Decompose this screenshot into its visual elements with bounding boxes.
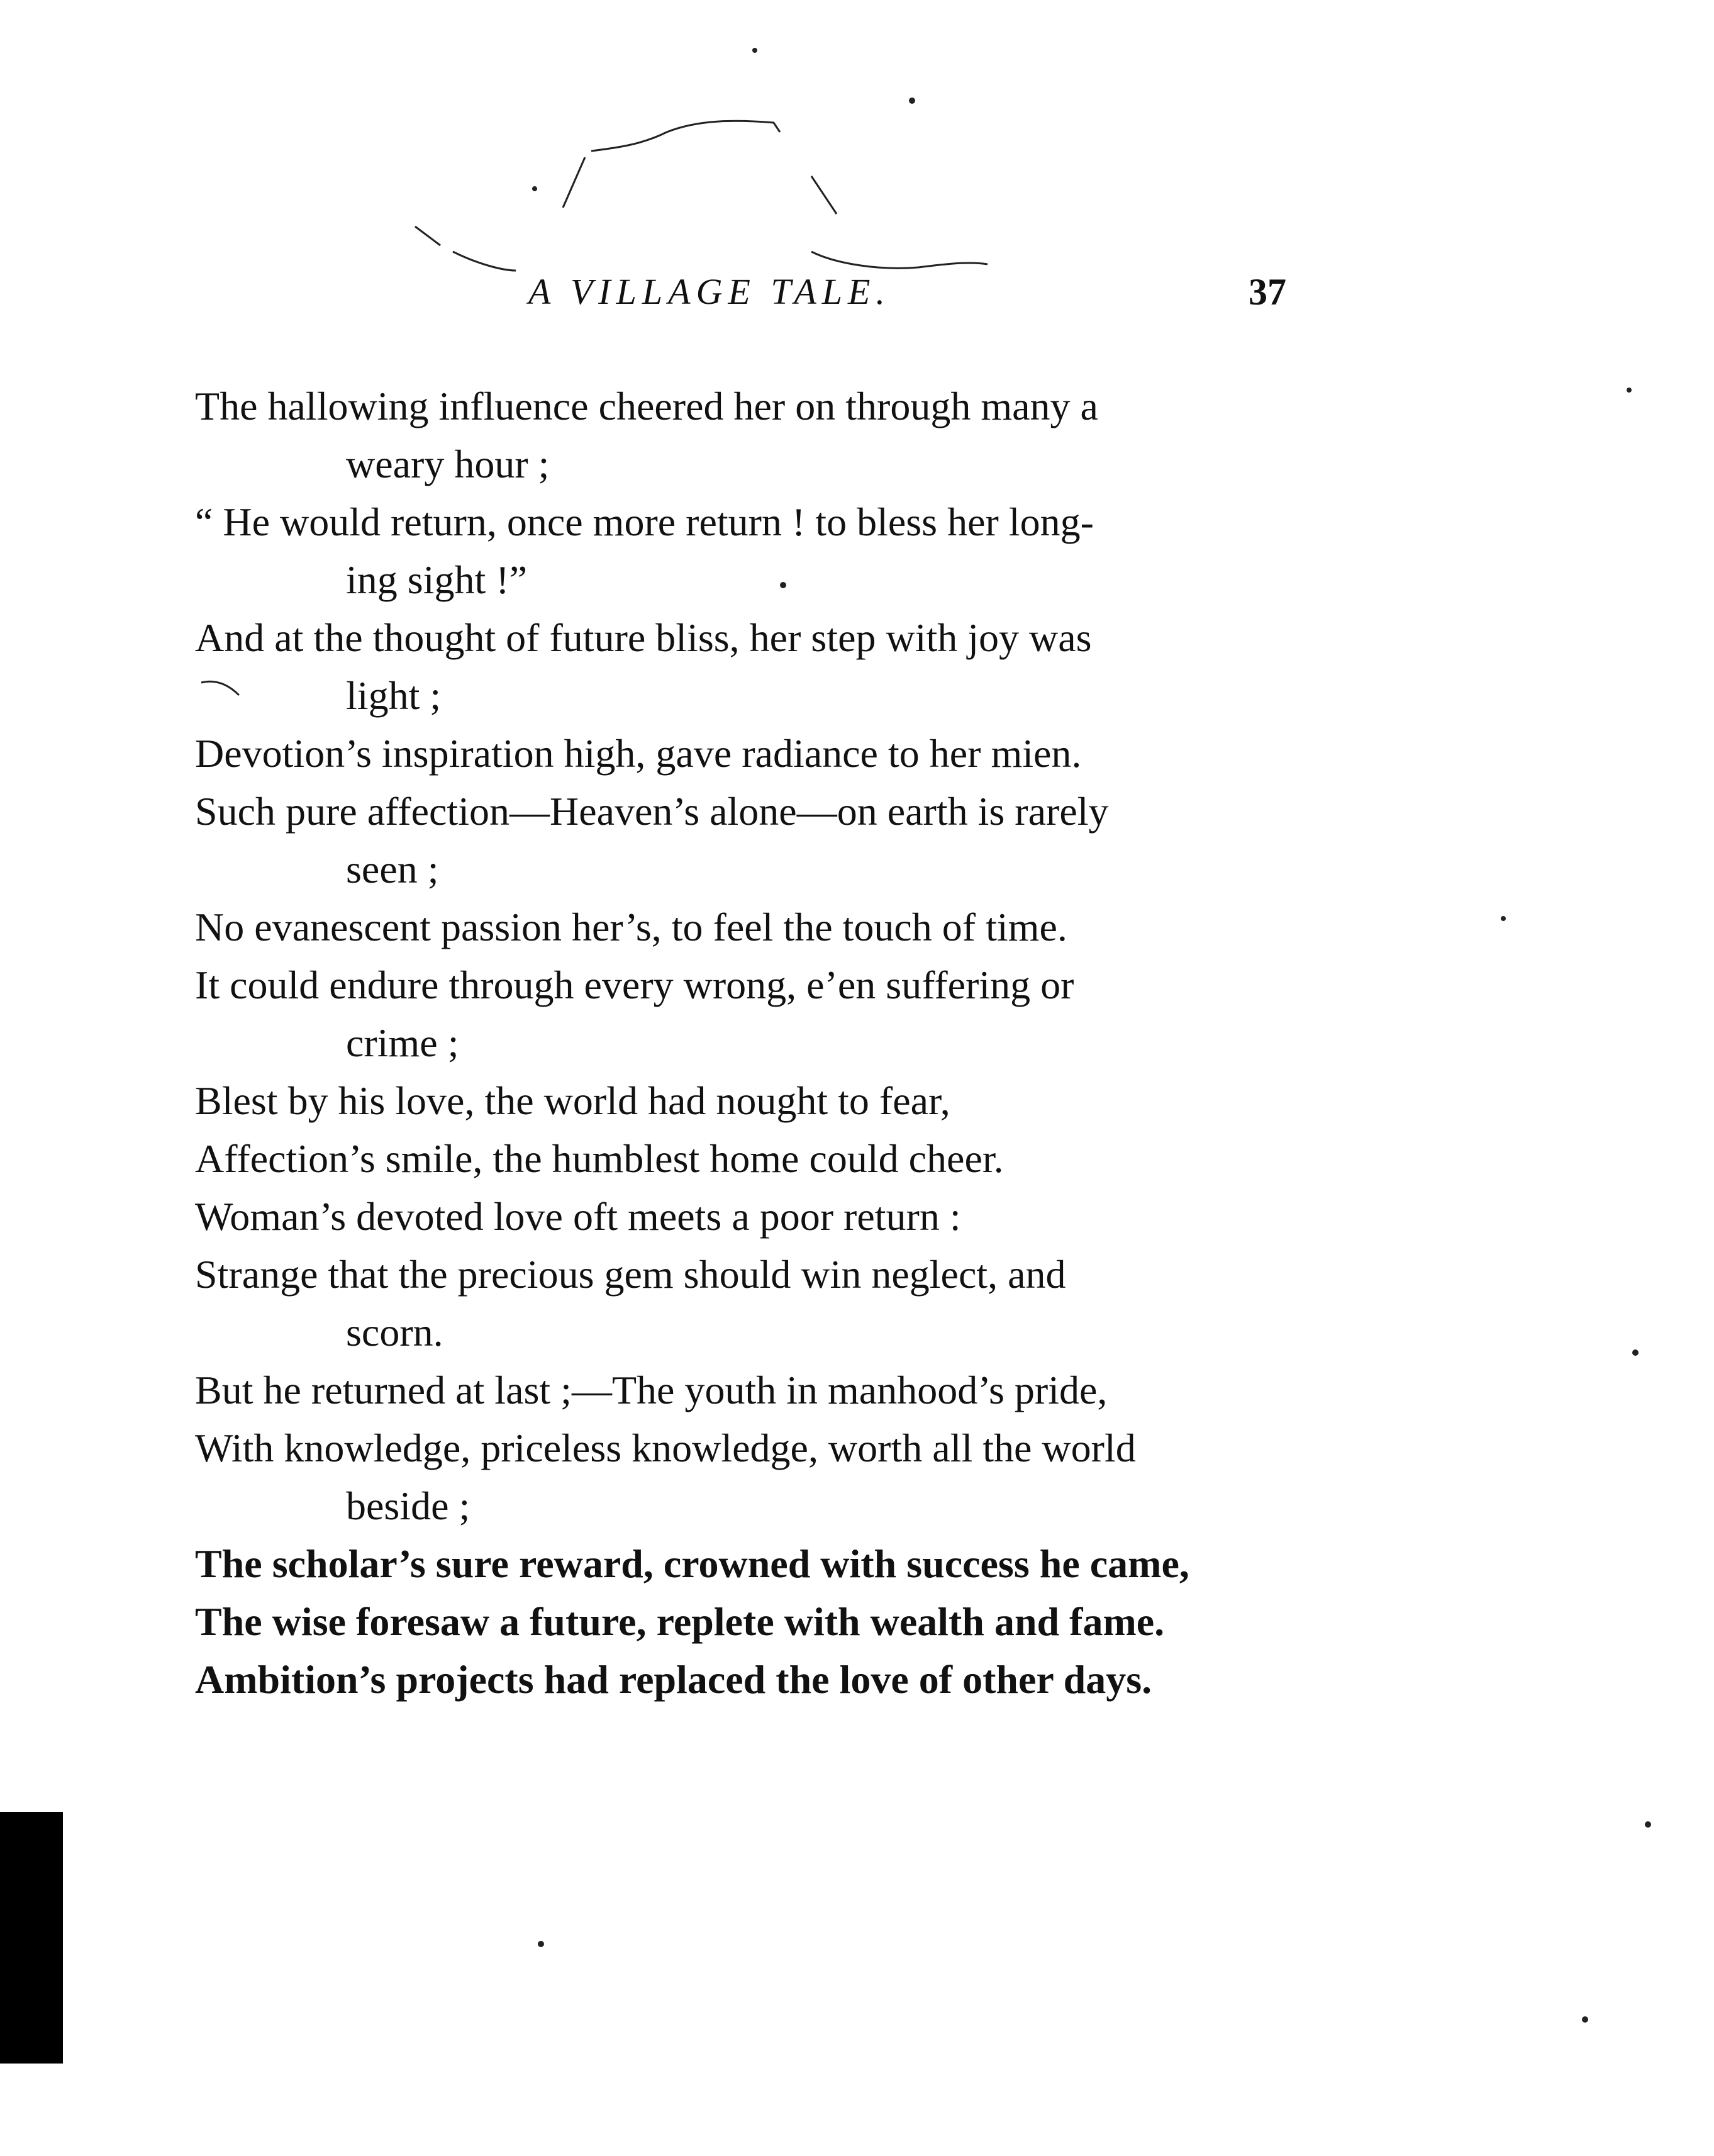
- poem-line-continuation: weary hour ;: [346, 442, 550, 486]
- poem-line: Devotion’s inspiration high, gave radiance to her mien.: [195, 731, 1082, 776]
- poem-line-continuation: ing sight !”: [346, 557, 527, 602]
- poem-line: It could endure through every wrong, e’en suffering or: [195, 963, 1074, 1007]
- poem-line: The hallowing influence cheered her on through many a: [195, 384, 1098, 428]
- poem-line: With knowledge, priceless knowledge, worth all the world: [195, 1426, 1136, 1470]
- running-head: A VILLAGE TALE.: [528, 271, 891, 312]
- poem-line: The scholar’s sure reward, crowned with success he came,: [195, 1541, 1189, 1586]
- poem-line: Blest by his love, the world had nought to fear,: [195, 1078, 950, 1123]
- poem-line: No evanescent passion her’s, to feel the touch of time.: [195, 905, 1067, 949]
- poem-line: Woman’s devoted love oft meets a poor return :: [195, 1194, 961, 1239]
- poem-line: But he returned at last ;—The youth in manhood’s pride,: [195, 1368, 1108, 1412]
- poem-line: Strange that the precious gem should win neglect, and: [195, 1252, 1066, 1297]
- poem-text-block: [195, 377, 1327, 1709]
- page-number: 37: [1249, 271, 1286, 313]
- poem-line: Such pure affection—Heaven’s alone—on earth is rarely: [195, 789, 1109, 834]
- poem-line: “ He would return, once more return ! to bless her long-: [195, 500, 1094, 544]
- poem-line: And at the thought of future bliss, her step with joy was: [195, 615, 1092, 660]
- poem-line-continuation: scorn.: [346, 1310, 443, 1354]
- poem-line: Ambition’s projects had replaced the love of other days.: [195, 1657, 1152, 1702]
- poem-line: The wise foresaw a future, replete with wealth and fame.: [195, 1599, 1165, 1644]
- poem-line-continuation: light ;: [346, 673, 442, 718]
- poem-line-continuation: crime ;: [346, 1020, 459, 1065]
- poem-line-continuation: seen ;: [346, 847, 439, 891]
- poem-line-continuation: beside ;: [346, 1483, 470, 1528]
- scan-edge-shadow: [0, 1812, 63, 2064]
- poem-line: Affection’s smile, the humblest home could cheer.: [195, 1136, 1004, 1181]
